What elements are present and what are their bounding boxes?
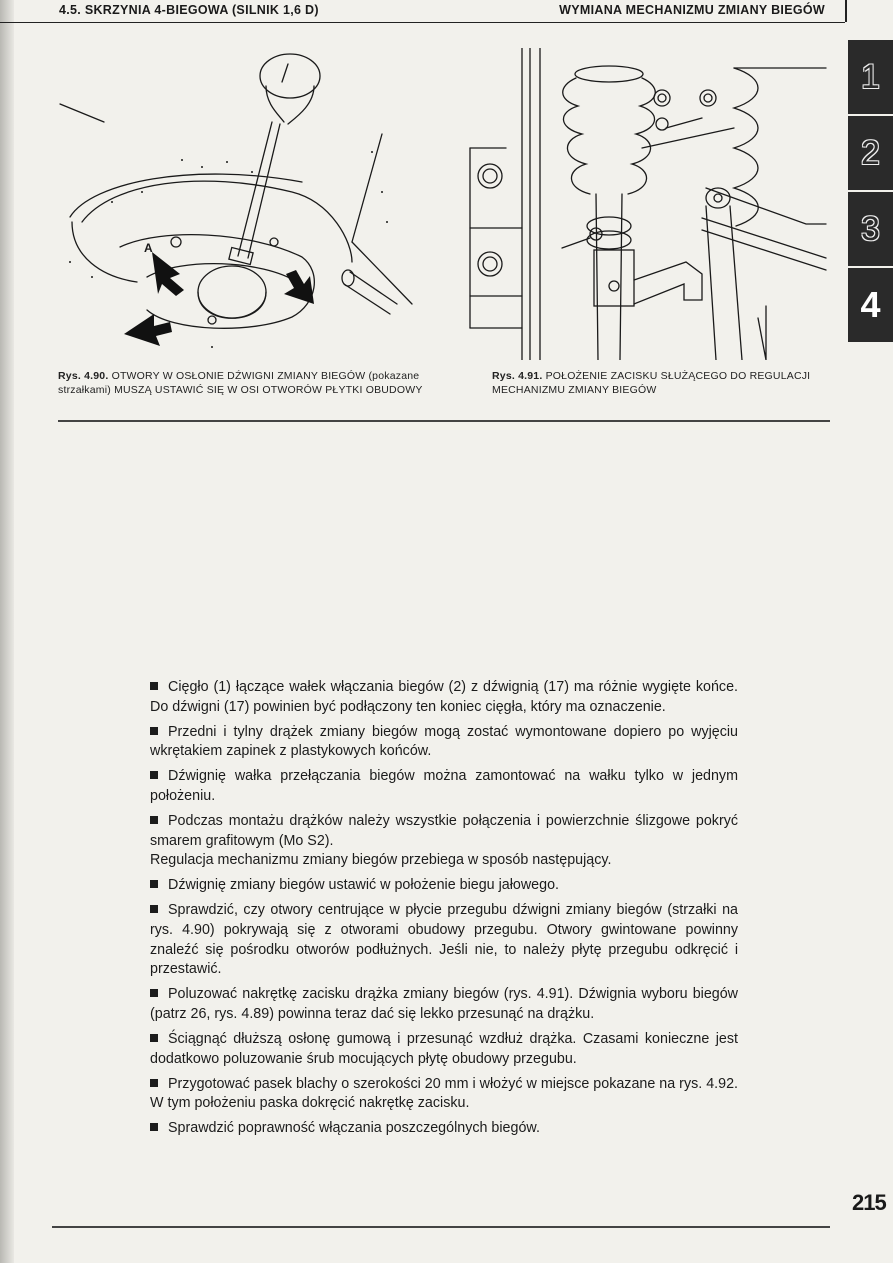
paragraph: Podczas montażu drążków należy wszystkie połączenia i powierzchnie ślizgowe pokryć smarem grafitowym (Mo S2).	[150, 813, 738, 849]
figure-4-91-text: POŁOŻENIE ZACISKU SŁUŻĄCEGO DO REGULACJI MECHANIZMU ZMIANY BIEGÓW	[492, 370, 811, 396]
paragraph: Ściągnąć dłuższą osłonę gumową i przesunąć wzdłuż drążka. Czasami konieczne jest dodatkowo poluzowanie śrub mocujących płytę obudowy przegubu.	[150, 1031, 738, 1067]
paragraph: Dźwignię zmiany biegów ustawić w położenie biegu jałowego.	[150, 876, 738, 896]
shift-linkage-clamp-illustration	[466, 48, 838, 360]
chapter-tab-4: 4	[848, 268, 893, 342]
paragraph: Regulacja mechanizmu zmiany biegów przebiega w sposób następujący.	[150, 852, 612, 869]
bullet-icon	[150, 1034, 158, 1042]
bullet-icon	[150, 1123, 158, 1131]
paragraph: Przedni i tylny drążek zmiany biegów mogą zostać wymontowane dopiero po wyjęciu wkrętakiem zapinek z plastykowych końców.	[150, 723, 738, 760]
paragraph: Poluzować nakrętkę zacisku drążka zmiany biegów (rys. 4.91). Dźwignia wyboru biegów (patrz 26, rys. 4.89) powinna teraz dać się lekko przesunąć na drążku.	[150, 986, 738, 1022]
paragraph: Przygotować pasek blachy o szerokości 20 mm i włożyć w miejsce pokazane na rys. 4.92. W tym położeniu paska dokręcić nakrętkę zacisku.	[150, 1075, 738, 1112]
figure-4-91-caption	[492, 369, 822, 397]
paragraph: Dźwignię wałka przełączania biegów można zamontować na wałku tylko w jednym położeniu.	[150, 768, 738, 804]
bullet-icon	[150, 1079, 158, 1087]
arrow-icon	[124, 252, 314, 346]
paragraph: Cięgło (1) łączące wałek włączania biegów (2) z dźwignią (17) ma różnie wygięte końce. Do dźwigni (17) powinien być podłączony ten koniec cięgła, który ma oznaczenie.	[150, 679, 738, 715]
instructions-text	[150, 678, 738, 1144]
bullet-icon	[150, 771, 158, 779]
header-topic-title: WYMIANA MECHANIZMU ZMIANY BIEGÓW	[559, 3, 825, 17]
header-divider	[845, 0, 847, 22]
figure-4-90-text: OTWORY W OSŁONIE DŹWIGNI ZMIANY BIEGÓW (pokazane strzałkami) MUSZĄ USTAWIĆ SIĘ W OSI OTWORÓW PŁYTKI OBUDOWY	[58, 370, 423, 396]
bullet-icon	[150, 727, 158, 735]
gear-lever-illustration	[52, 42, 430, 360]
figure-4-91-label: Rys. 4.91.	[492, 370, 543, 382]
figure-4-90-caption	[58, 369, 428, 397]
figure-divider-rule	[58, 420, 830, 422]
paragraph: Sprawdzić, czy otwory centrujące w płycie przegubu dźwigni zmiany biegów (strzałki na rys. 4.90) pokrywają się z otworami obudowy przegubu. Otwory gwintowane powinny znaleźć się pośrodku otworów podłużnych. Jeśli nie, to należy płytę przegubu odkręcić i przestawić.	[150, 902, 738, 978]
page-number: 215	[852, 1190, 886, 1215]
footer-rule	[52, 1226, 830, 1228]
header-section-title: 4.5. SKRZYNIA 4-BIEGOWA (SILNIK 1,6 D)	[59, 3, 319, 17]
bullet-icon	[150, 989, 158, 997]
bullet-icon	[150, 816, 158, 824]
running-header	[0, 0, 845, 23]
figure-4-90-label: Rys. 4.90.	[58, 370, 109, 382]
figure-marker-a: A	[144, 241, 153, 255]
chapter-tab-1: 1	[848, 40, 893, 114]
bullet-icon	[150, 682, 158, 690]
bullet-icon	[150, 880, 158, 888]
chapter-tab-3: 3	[848, 192, 893, 266]
chapter-tab-2: 2	[848, 116, 893, 190]
page-edge-shadow	[0, 0, 14, 1263]
paragraph: Sprawdzić poprawność włączania poszczególnych biegów.	[150, 1119, 738, 1139]
bullet-icon	[150, 905, 158, 913]
